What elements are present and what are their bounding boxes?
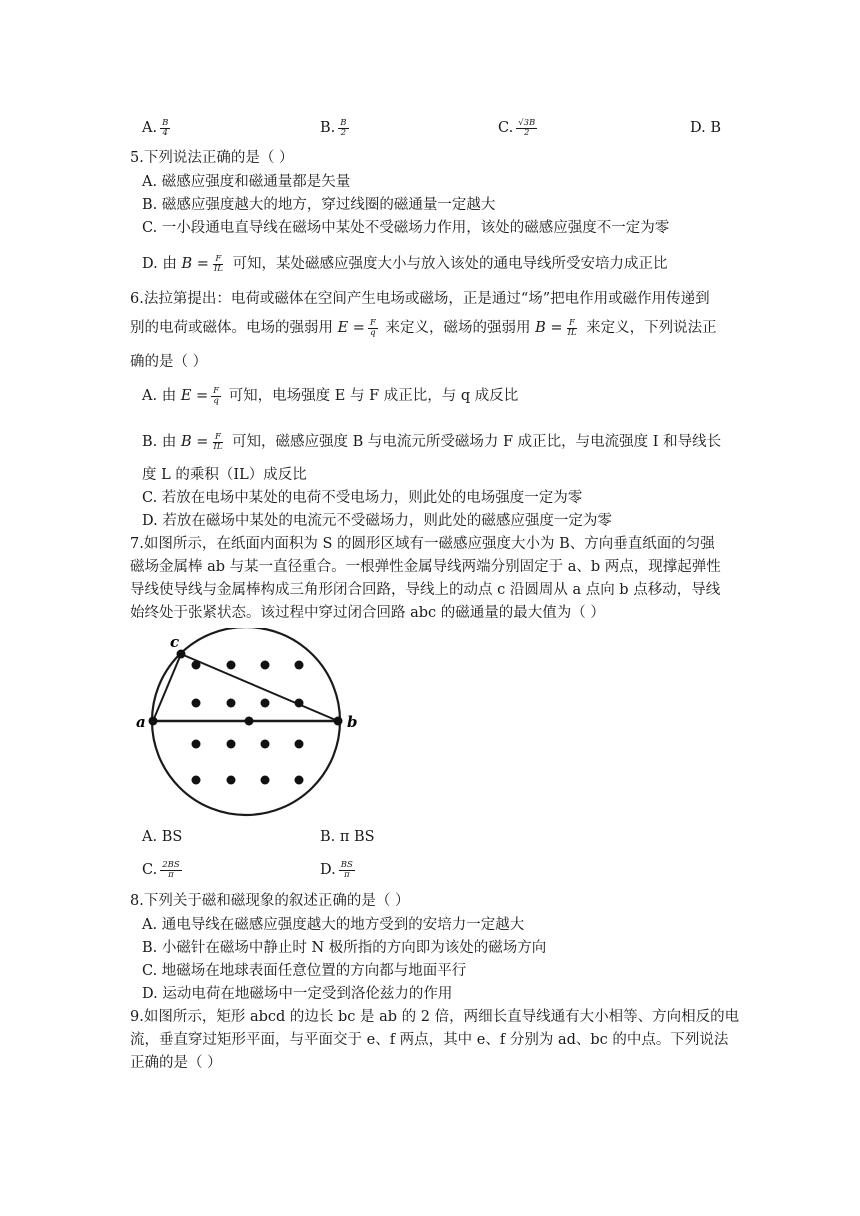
- q7-line-2: 磁场金属棒 ab 与某一直径重合。一根弹性金属导线两端分别固定于 a、b 两点，现撑起弹性: [130, 559, 721, 575]
- q4-option-c: C. $\frac{√3B}{2}$: [498, 117, 536, 138]
- q6-b-fraction: $\frac{F}{IL}$: [567, 317, 577, 338]
- q9-line-3: 正确的是（ ）: [130, 1055, 222, 1071]
- q7-d-fraction: $\frac{BS}{\pi}$: [340, 859, 353, 880]
- label-a: a: [136, 713, 146, 731]
- q4-option-d: D. B: [690, 120, 721, 136]
- q4-option-b: B. $\frac{B}{2}$: [320, 117, 347, 138]
- q6-option-b: B. 由 B = $\frac{F}{IL}$ 可知，磁感应强度 B 与电流元所受磁场力 F 成正比，与电流强度 I 和导线长: [142, 431, 722, 452]
- q4-option-a: A. $\frac{B}{4}$: [142, 117, 169, 138]
- label-b: b: [347, 713, 358, 731]
- q5-option-d: D. 由 B = $\frac{F}{IL}$ 可知，某处磁感应强度大小与放入该处的通电导线所受安培力成正比: [142, 253, 668, 274]
- q7-line-4: 始终处于张紧状态。该过程中穿过闭合回路 abc 的磁通量的最大值为（ ）: [130, 605, 605, 621]
- q4-a-fraction: $\frac{B}{4}$: [162, 117, 169, 138]
- q6-option-c: C. 若放在电场中某处的电荷不受电场力，则此处的电场强度一定为零: [142, 490, 583, 506]
- wire-cb: [181, 654, 338, 721]
- q5-stem: 5.下列说法正确的是（ ）: [130, 150, 294, 166]
- q5-option-b: B. 磁感应强度越大的地方，穿过线圈的磁通量一定越大: [142, 197, 496, 213]
- q7-line-1: 7.如图所示，在纸面内面积为 S 的圆形区域有一磁感应强度大小为 B、方向垂直纸面的匀强: [130, 536, 715, 552]
- q5-option-c: C. 一小段通电直导线在磁场中某处不受磁场力作用，该处的磁感应强度不一定为零: [142, 220, 670, 236]
- q6-line-3: 确的是（ ）: [130, 354, 208, 370]
- q6-option-d: D. 若放在磁场中某处的电流元不受磁场力，则此处的磁感应强度一定为零: [142, 513, 612, 529]
- q7-option-d: D. $\frac{BS}{\pi}$: [320, 859, 353, 880]
- q8-stem: 8.下列关于磁和磁现象的叙述正确的是（ ）: [130, 893, 410, 909]
- q4-b-fraction: $\frac{B}{2}$: [340, 117, 347, 138]
- point-a: [149, 717, 158, 726]
- q6-b-option-fraction: $\frac{F}{IL}$: [213, 431, 223, 452]
- q6-line-1: 6.法拉第提出：电荷或磁体在空间产生电场或磁场，正是通过“场”把电作用或磁作用传递到: [130, 291, 710, 307]
- q7-figure: [128, 628, 368, 820]
- q8-option-b: B. 小磁针在磁场中静止时 N 极所指的方向即为该处的磁场方向: [142, 940, 547, 956]
- q6-option-a: A. 由 E = $\frac{F}{q}$ 可知，电场强度 E 与 F 成正比，与 q 成反比: [142, 385, 519, 406]
- q7-option-b: B. π BS: [320, 829, 375, 845]
- magnetic-field-dots: [192, 661, 304, 785]
- q7-c-fraction: $\frac{2BS}{\pi}$: [162, 859, 180, 880]
- q7-option-c: C. $\frac{2BS}{\pi}$: [142, 859, 180, 880]
- label-c: c: [170, 633, 180, 651]
- q9-line-2: 流，垂直穿过矩形平面，与平面交于 e、f 两点，其中 e、f 分别为 ad、bc 的中点。下列说法: [130, 1032, 729, 1048]
- q7-option-a: A. BS: [142, 829, 183, 845]
- q5-option-a: A. 磁感应强度和磁通量都是矢量: [142, 174, 351, 190]
- q6-e-fraction: $\frac{F}{q}$: [369, 317, 376, 338]
- q6-option-b-cont: 度 L 的乘积（IL）成反比: [142, 467, 307, 483]
- q6-a-fraction: $\frac{F}{q}$: [213, 385, 220, 406]
- q4-c-fraction: $\frac{√3B}{2}$: [518, 117, 536, 138]
- q8-option-a: A. 通电导线在磁感应强度越大的地方受到的安培力一定越大: [142, 917, 525, 933]
- q9-line-1: 9.如图所示，矩形 abcd 的边长 bc 是 ab 的 2 倍，两细长直导线通有大小相等、方向相反的电: [130, 1009, 740, 1025]
- q8-option-d: D. 运动电荷在地磁场中一定受到洛伦兹力的作用: [142, 986, 453, 1002]
- q5-d-fraction: $\frac{F}{IL}$: [213, 253, 223, 274]
- q8-option-c: C. 地磁场在地球表面任意位置的方向都与地面平行: [142, 963, 467, 979]
- q7-line-3: 导线使导线与金属棒构成三角形闭合回路，导线上的动点 c 沿圆周从 a 点向 b 点移动，导线: [130, 582, 721, 598]
- point-b: [334, 717, 343, 726]
- q6-line-2: 别的电荷或磁体。电场的强弱用 E = $\frac{F}{q}$ 来定义，磁场的强弱用 B = $\frac{F}{IL}$ 来定义，下列说法正: [130, 317, 717, 338]
